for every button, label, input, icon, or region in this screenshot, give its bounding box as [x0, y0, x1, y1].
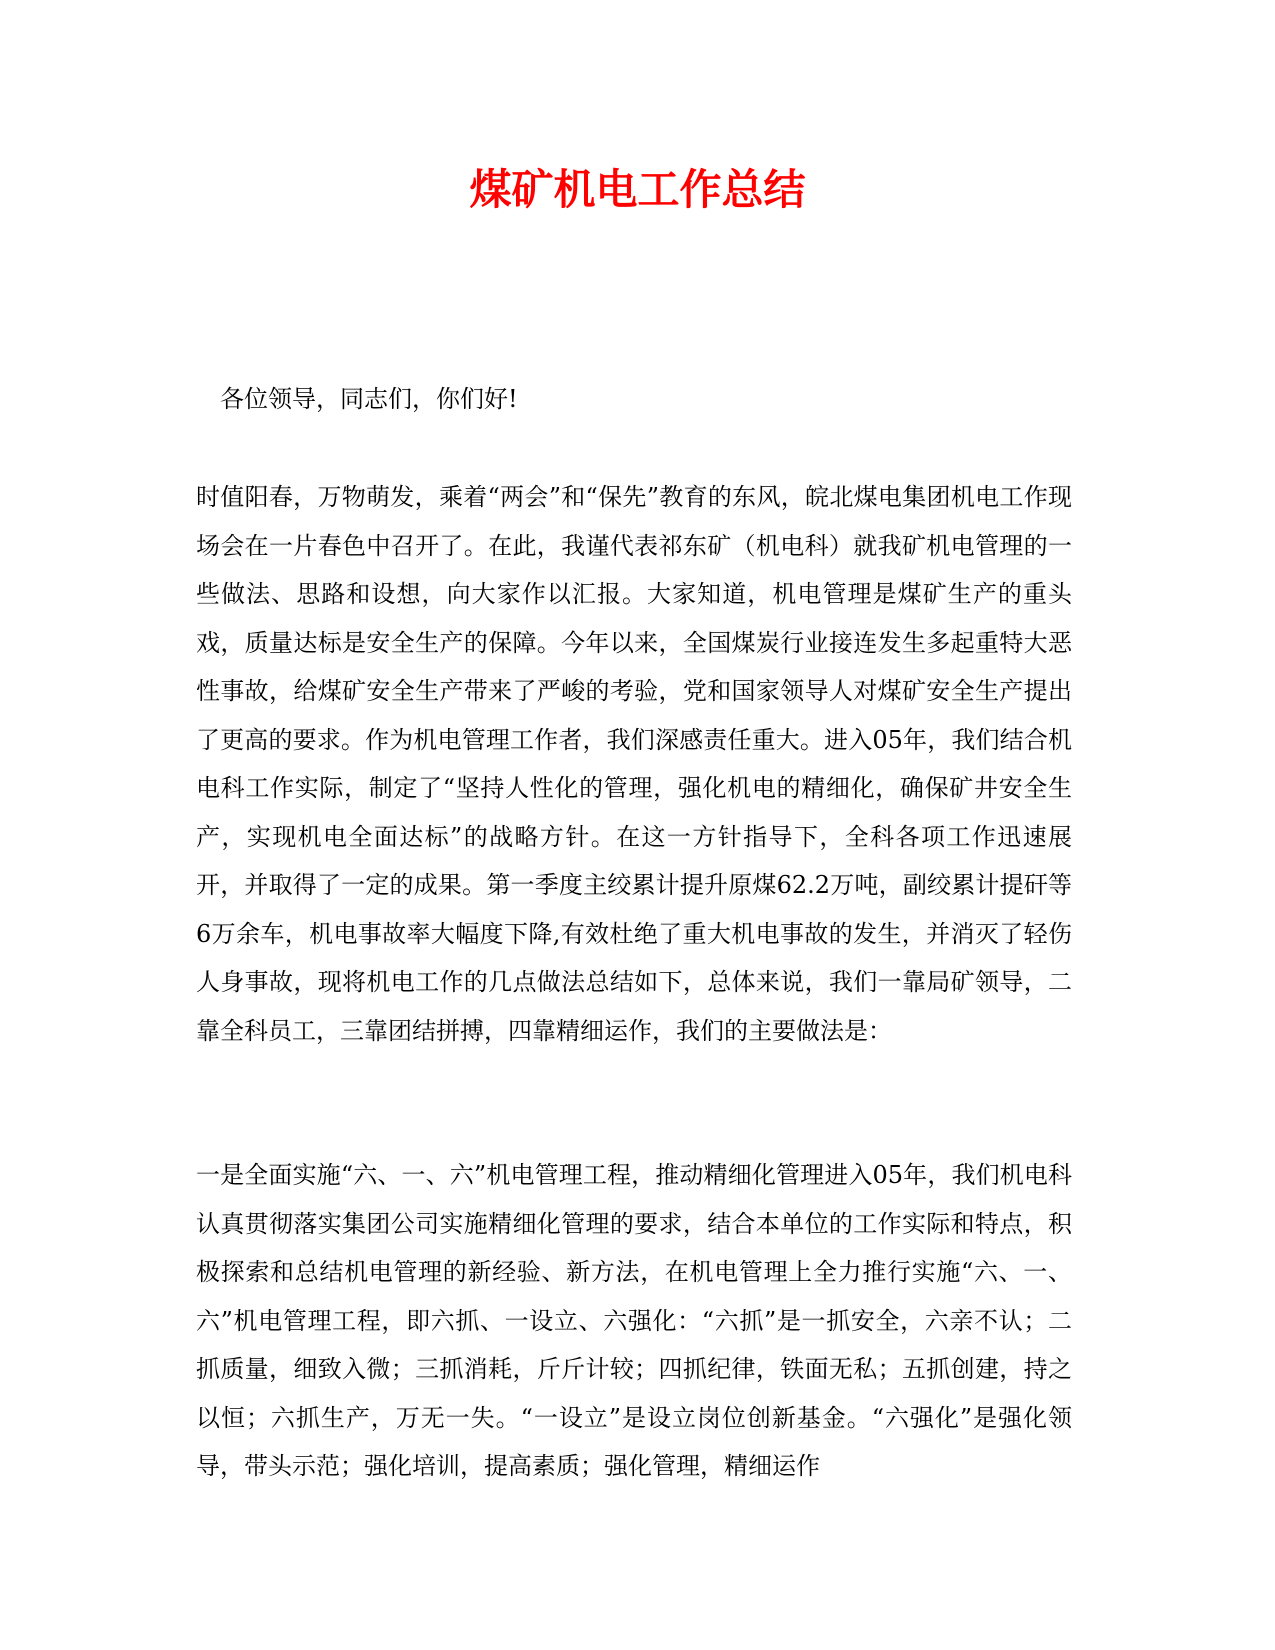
paragraph-1: 时值阳春，万物萌发，乘着“两会”和“保先”教育的东风，皖北煤电集团机电工作现场会在一片春色中召开了。在此，我谨代表祁东矿（机电科）就我矿机电管理的一些做法、思路和设想，向大家作以汇报。大家知道，机电管理是煤矿生产的重头戏，质量达标是安全生产的保障。今年以来，全国煤炭行业接连发生多起重特大恶性事故，给煤矿安全生产带来了严峻的考验，党和国家领导人对煤矿安全生产提出了更高的要求。作为机电管理工作者，我们深感责任重大。进入05年，我们结合机电科工作实际，制定了“坚持人性化的管理，强化机电的精细化，确保矿井安全生产，实现机电全面达标”的战略方针。在这一方针指导下，全科各项工作迅速展开，并取得了一定的成果。第一季度主绞累计提升原煤62.2万吨，副绞累计提矸等6万余车，机电事故率大幅度下降,有效杜绝了重大机电事故的发生，并消灭了轻伤人身事故，现将机电工作的几点做法总结如下，总体来说，我们一靠局矿领导，二靠全科员工，三靠团结拼搏，四靠精细运作，我们的主要做法是： — [196, 483, 1072, 1045]
document-title: 煤矿机电工作总结 — [469, 165, 806, 214]
greeting: 各位领导，同志们，你们好! — [220, 385, 518, 413]
paragraph-2: 一是全面实施“六、一、六”机电管理工程，推动精细化管理进入05年，我们机电科认真贯彻落实集团公司实施精细化管理的要求，结合本单位的工作实际和特点，积极探索和总结机电管理的新经验、新方法，在机电管理上全力推行实施“六、一、六”机电管理工程，即六抓、一设立、六强化：“六抓”是一抓安全，六亲不认；二抓质量，细致入微；三抓消耗，斤斤计较；四抓纪律，铁面无私；五抓创建，持之以恒；六抓生产，万无一失。“一设立”是设立岗位创新基金。“六强化”是强化领导，带头示范；强化培训，提高素质；强化管理，精细运作 — [196, 1161, 1072, 1480]
